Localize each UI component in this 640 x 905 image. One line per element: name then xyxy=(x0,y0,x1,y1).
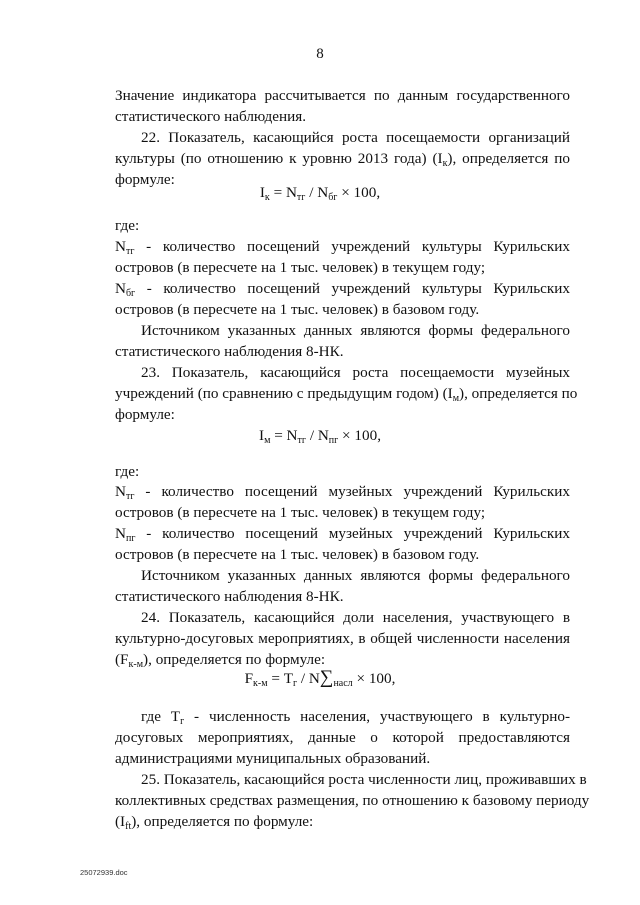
formula-symbol: / N xyxy=(306,427,329,444)
text-line xyxy=(115,650,570,670)
text-line: культурно-досуговых мероприятиях, в общей численности населения xyxy=(115,630,570,647)
formula-symbol: × 100, xyxy=(337,184,381,201)
formula-symbol: F xyxy=(244,670,254,687)
text-line xyxy=(115,149,570,169)
text-line: островов (в пересчете на 1 тыс. человек) в базовом году. xyxy=(115,301,480,318)
text-span: - численность населения, участвующего в культурно- xyxy=(184,708,570,725)
subscript: м xyxy=(264,435,271,446)
paragraph-24-heading: 24. Показатель, касающийся доли населения, участвующего в xyxy=(141,609,570,626)
formula-symbol: I xyxy=(259,184,265,201)
text-line: где: xyxy=(115,217,140,234)
subscript: тг xyxy=(297,435,307,446)
page-number: 8 xyxy=(316,46,324,62)
footer-filename: 25072939.doc xyxy=(80,868,128,877)
text-line: формуле: xyxy=(115,406,175,423)
text-span: N xyxy=(115,483,126,500)
text-span: (F xyxy=(115,651,129,668)
text-span: где T xyxy=(141,708,181,725)
formula-fkm xyxy=(0,668,640,689)
text-span: N xyxy=(115,280,126,297)
paragraph-23-heading: 23. Показатель, касающийся роста посещаемости музейных xyxy=(141,364,570,381)
text-span: ), определяется по xyxy=(447,150,570,167)
definition-line xyxy=(115,482,570,502)
text-line: администрациями муниципальных образований. xyxy=(115,750,431,767)
text-line: досуговых мероприятиях, данные о которой предоставляются xyxy=(115,729,570,746)
text-line: Значение индикатора рассчитывается по данным государственного xyxy=(115,87,570,104)
text-line: Источником указанных данных являются формы федерального xyxy=(141,567,570,584)
text-line: формуле: xyxy=(115,171,175,188)
subscript: м xyxy=(452,393,460,404)
text-span: ), определяется по формуле: xyxy=(143,651,326,668)
subscript: г xyxy=(293,678,298,689)
text-line xyxy=(115,384,578,404)
text-line: островов (в пересчете на 1 тыс. человек) в базовом году. xyxy=(115,546,480,563)
subscript: к xyxy=(264,192,270,203)
formula-im xyxy=(0,426,640,446)
formula-symbol: / N xyxy=(305,184,329,201)
text-span: - количество посещений музейных учреждений Курильских xyxy=(135,525,570,542)
subscript: тг xyxy=(125,491,135,502)
text-line: островов (в пересчете на 1 тыс. человек) в текущем году; xyxy=(115,504,486,521)
text-span: ), определяется по xyxy=(459,385,578,402)
text-line: статистического наблюдения 8-НК. xyxy=(115,343,344,360)
subscript: к-м xyxy=(128,659,144,670)
text-span: N xyxy=(115,525,126,542)
subscript: бг xyxy=(125,288,136,299)
text-span: культуры (по отношению к уровню 2013 года) (I xyxy=(115,150,443,167)
text-line: статистического наблюдения 8-НК. xyxy=(115,588,344,605)
subscript: к xyxy=(442,158,448,169)
formula-symbol: × 100, xyxy=(352,670,396,687)
text-line: где: xyxy=(115,463,140,480)
text-line xyxy=(115,812,570,832)
text-span: - количество посещений учреждений культуры Курильских xyxy=(134,238,570,255)
sum-symbol: ∑ xyxy=(319,667,334,688)
subscript: тг xyxy=(296,192,306,203)
text-line: Источником указанных данных являются формы федерального xyxy=(141,322,570,339)
text-span: (I xyxy=(115,813,126,830)
formula-symbol: I xyxy=(259,427,265,444)
subscript: бг xyxy=(328,192,338,203)
formula-symbol: = T xyxy=(267,670,293,687)
subscript: ft xyxy=(125,821,132,832)
subscript: насл xyxy=(333,678,353,689)
text-span: - количество посещений учреждений культуры Курильских xyxy=(135,280,570,297)
formula-symbol: / N xyxy=(297,670,320,687)
formula-symbol: = N xyxy=(270,427,298,444)
definition-line xyxy=(141,707,570,727)
formula-symbol: × 100, xyxy=(338,427,381,444)
formula-symbol: = N xyxy=(269,184,297,201)
definition-line xyxy=(115,237,570,257)
text-line: статистического наблюдения. xyxy=(115,108,306,125)
formula-ik xyxy=(0,183,640,203)
text-span: N xyxy=(115,238,126,255)
definition-line xyxy=(115,279,570,299)
subscript: пг xyxy=(328,435,339,446)
subscript: тг xyxy=(125,246,135,257)
subscript: г xyxy=(180,716,185,727)
definition-line xyxy=(115,524,570,544)
subscript: к-м xyxy=(253,678,268,689)
text-line: коллективных средствах размещения, по отношению к базовому периоду xyxy=(115,792,590,809)
text-span: - количество посещений музейных учреждений Курильских xyxy=(134,483,570,500)
subscript: пг xyxy=(125,533,136,544)
text-span: ), определяется по формуле: xyxy=(131,813,314,830)
text-line: островов (в пересчете на 1 тыс. человек) в текущем году; xyxy=(115,259,486,276)
paragraph-22-heading: 22. Показатель, касающийся роста посещаемости организаций xyxy=(141,129,570,146)
paragraph-25-heading: 25. Показатель, касающийся роста численности лиц, проживавших в xyxy=(141,771,587,788)
text-span: учреждений (по сравнению с предыдущим годом) (I xyxy=(115,385,453,402)
